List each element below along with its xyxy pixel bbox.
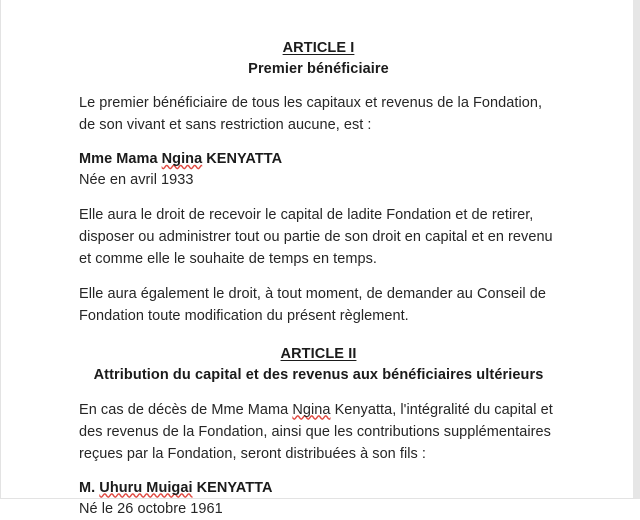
first-beneficiary-title: Mme Mama [79, 151, 162, 168]
article-1-subheading: Premier bénéficiaire [248, 60, 389, 77]
article-2-heading: ARTICLE II [280, 346, 357, 363]
succession-text-part2: Kenyatta, l'intégralité du capital et des revenus de la Fondation, ainsi que les contributions supplémentaires reçues par la Fondation, seront distribuées à son fils : [79, 401, 553, 462]
article-2-succession-paragraph [79, 399, 558, 465]
article-1-intro-paragraph: Le premier bénéficiaire de tous les capitaux et revenus de la Fondation, de son vivant et sans restriction aucune, est : [79, 95, 543, 134]
article-2-subheading: Attribution du capital et des revenus aux bénéficiaires ultérieurs [93, 366, 544, 383]
first-beneficiary-name [79, 149, 558, 170]
successor-name [79, 478, 558, 499]
article-1-heading: ARTICLE I [282, 40, 355, 56]
article-1-amendment-paragraph: Elle aura également le droit, à tout moment, de demander au Conseil de Fondation toute modification du présent règlement. [79, 286, 546, 325]
successor-flagged-name: Uhuru Muigai [99, 479, 193, 496]
succession-text-part1: En cas de décès de Mme Mama [79, 401, 293, 418]
first-beneficiary-flagged-word: Ngina [161, 151, 203, 168]
successor-surname: KENYATTA [192, 479, 273, 496]
document-body [79, 0, 558, 520]
article-1-rights-paragraph: Elle aura le droit de recevoir le capital de ladite Fondation et de retirer, disposer ou administrer tout ou partie de son droit en capital et en revenu et comme elle le souhaite de temps en temps. [79, 207, 553, 268]
successor-title: M. [79, 479, 100, 496]
succession-flagged-word: Ngina [292, 401, 331, 418]
successor-birth-line: Né le 26 octobre 1961 [79, 500, 223, 517]
first-beneficiary-birth-line: Née en avril 1933 [79, 172, 194, 189]
first-beneficiary-surname: KENYATTA [202, 151, 283, 168]
